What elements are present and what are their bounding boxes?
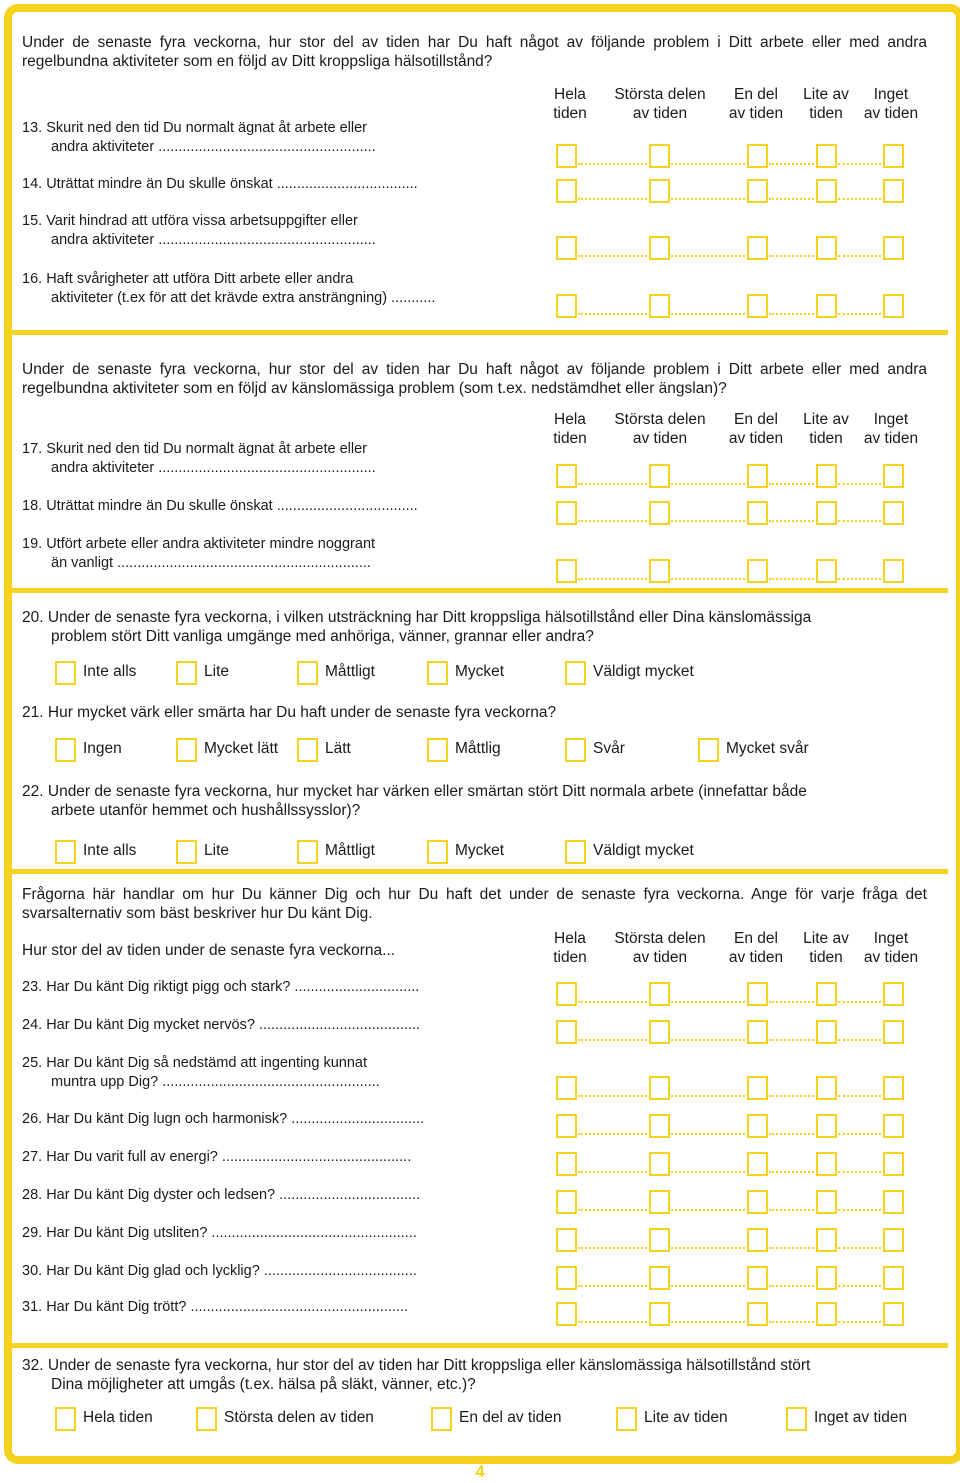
dotted-leader [769,578,814,580]
checkbox-q18-3[interactable] [747,501,768,525]
scale-header-line: tiden [553,430,587,447]
scale-header-line: av tiden [728,105,784,122]
checkbox-q25-1[interactable] [556,1076,577,1100]
checkbox-q15-2[interactable] [649,236,670,260]
dotted-leader [769,163,814,165]
dotted-leader [769,1285,814,1287]
question-17: 17. Skurit ned den tid Du normalt ägnat åt arbete eller andra aktiviteter ...................................................... [22,441,376,476]
dotted-leader [671,1247,745,1249]
checkbox-q27-4[interactable] [816,1152,837,1176]
question-27: 27. Har Du varit full av energi? ............................................... [22,1149,412,1165]
scale-header-line: av tiden [728,430,784,447]
checkbox-q30-4[interactable] [816,1266,837,1290]
scale-header-label [836,410,946,448]
scale-header-line: En del [734,411,778,428]
dotted-leader [838,1095,881,1097]
checkbox-q29-1[interactable] [556,1228,577,1252]
scale-header-label [836,85,946,123]
option-label: Lätt [325,740,351,757]
dotted-leader [838,1285,881,1287]
checkbox-q27-2[interactable] [649,1152,670,1176]
dotted-leader [671,313,745,315]
dotted-leader [769,520,814,522]
checkbox-q31-4[interactable] [816,1302,837,1326]
section-divider [12,869,948,874]
scale-header-label [605,410,715,448]
question-28: 28. Har Du känt Dig dyster och ledsen? ................................... [22,1187,421,1203]
checkbox-q21-option-2[interactable] [176,738,197,762]
question-24: 24. Har Du känt Dig mycket nervös? ........................................ [22,1017,421,1033]
dotted-leader [838,1171,881,1173]
checkbox-q13-2[interactable] [649,144,670,168]
checkbox-q25-3[interactable] [747,1076,768,1100]
checkbox-q13-4[interactable] [816,144,837,168]
dotted-leader [769,1039,814,1041]
checkbox-q23-2[interactable] [649,982,670,1006]
question-25: 25. Har Du känt Dig så nedstämd att ingenting kunnat muntra upp Dig? ...................................................... [22,1055,380,1090]
dotted-leader [578,520,647,522]
checkbox-q32-option-3[interactable] [431,1407,452,1431]
checkbox-q22-option-3[interactable] [297,840,318,864]
checkbox-q13-1[interactable] [556,144,577,168]
question-18: 18. Uträttat mindre än Du skulle önskat ................................... [22,498,418,514]
question-26: 26. Har Du känt Dig lugn och harmonisk? ................................. [22,1111,425,1127]
question-16: 16. Haft svårigheter att utföra Ditt arbete eller andra aktiviteter (t.ex för att det krävde extra ansträngning) ........... [22,271,436,306]
checkbox-q21-option-5[interactable] [565,738,586,762]
question-20: 20. Under de senaste fyra veckorna, i vilken utsträckning har Ditt kroppsliga hälsotillstånd eller Dina känslomässiga problem stört Ditt vanliga umgänge med anhöriga, vänner, grannar eller andra? [22,609,812,645]
option-label: Mycket lätt [204,740,279,757]
dotted-leader [578,1171,647,1173]
scale-header-line: av tiden [863,105,919,122]
option-label: Lite [204,842,229,859]
dotted-leader [838,1133,881,1135]
dotted-leader [769,483,814,485]
dotted-leader [838,1001,881,1003]
option-label: En del av tiden [459,1409,562,1426]
dotted-leader [578,1247,647,1249]
checkbox-q23-4[interactable] [816,982,837,1006]
option-label: Väldigt mycket [593,663,694,680]
dotted-leader [671,1209,745,1211]
checkbox-q18-1[interactable] [556,501,577,525]
checkbox-q24-2[interactable] [649,1020,670,1044]
checkbox-q23-5[interactable] [883,982,904,1006]
dotted-leader [769,1171,814,1173]
scale-header-line: Största delen [614,86,706,103]
scale-header-label [836,929,946,967]
checkbox-q13-3[interactable] [747,144,768,168]
question-30: 30. Har Du känt Dig glad och lycklig? ...................................... [22,1263,417,1279]
checkbox-q17-1[interactable] [556,464,577,488]
checkbox-q23-3[interactable] [747,982,768,1006]
checkbox-q20-option-1[interactable] [55,661,76,685]
option-label: Måttlig [455,740,501,757]
checkbox-q15-1[interactable] [556,236,577,260]
dotted-leader [578,578,647,580]
dotted-leader [671,1095,745,1097]
checkbox-q31-2[interactable] [649,1302,670,1326]
checkbox-q25-2[interactable] [649,1076,670,1100]
dotted-leader [578,483,647,485]
checkbox-q31-1[interactable] [556,1302,577,1326]
dotted-leader [578,255,647,257]
checkbox-q31-5[interactable] [883,1302,904,1326]
checkbox-q21-option-1[interactable] [55,738,76,762]
option-label: Mycket [455,842,505,859]
checkbox-q22-option-5[interactable] [565,840,586,864]
dotted-leader [671,1285,745,1287]
scale-header-line: tiden [809,430,843,447]
checkbox-q29-2[interactable] [649,1228,670,1252]
checkbox-q31-3[interactable] [747,1302,768,1326]
scale-header-line: Största delen [614,930,706,947]
checkbox-q14-2[interactable] [649,179,670,203]
dotted-leader [769,1001,814,1003]
dotted-leader [578,1095,647,1097]
dotted-leader [838,578,881,580]
dotted-leader [671,520,745,522]
scale-header-line: Inget [873,411,909,428]
checkbox-q16-3[interactable] [747,294,768,318]
question-23: 23. Har Du känt Dig riktigt pigg och stark? ............................... [22,979,420,995]
dotted-leader [578,1209,647,1211]
option-label: Inte alls [83,842,137,859]
dotted-leader [769,198,814,200]
dotted-leader [838,313,881,315]
question-13: 13. Skurit ned den tid Du normalt ägnat åt arbete eller andra aktiviteter ...................................................... [22,120,376,155]
checkbox-q14-5[interactable] [883,179,904,203]
option-label: Mycket [455,663,505,680]
checkbox-q26-5[interactable] [883,1114,904,1138]
option-label: Inget av tiden [814,1409,908,1426]
checkbox-q19-1[interactable] [556,559,577,583]
scale-header-line: tiden [553,105,587,122]
checkbox-q18-5[interactable] [883,501,904,525]
dotted-leader [671,1171,745,1173]
section-intro: Frågorna här handlar om hur Du känner Dig och hur Du haft det under de senaste fyra veckorna. Ange för varje fråga det svarsalternativ som bäst beskriver hur Du känt Dig. [22,886,927,922]
dotted-leader [578,1321,647,1323]
scale-header-line: tiden [809,105,843,122]
checkbox-q26-2[interactable] [649,1114,670,1138]
checkbox-q22-option-1[interactable] [55,840,76,864]
checkbox-q30-3[interactable] [747,1266,768,1290]
dotted-leader [578,1001,647,1003]
section-divider [12,330,948,335]
checkbox-q16-2[interactable] [649,294,670,318]
checkbox-q24-4[interactable] [816,1020,837,1044]
checkbox-q22-option-4[interactable] [427,840,448,864]
option-label: Väldigt mycket [593,842,694,859]
dotted-leader [671,1321,745,1323]
scale-header-line: Hela [554,86,586,103]
checkbox-q29-4[interactable] [816,1228,837,1252]
dotted-leader [769,1133,814,1135]
option-label: Inte alls [83,663,137,680]
dotted-leader [838,163,881,165]
dotted-leader [578,163,647,165]
scale-header-line: av tiden [632,430,688,447]
dotted-leader [838,1039,881,1041]
dotted-leader [838,1321,881,1323]
checkbox-q27-5[interactable] [883,1152,904,1176]
section-divider [12,588,948,593]
checkbox-q24-5[interactable] [883,1020,904,1044]
dotted-leader [838,1247,881,1249]
page-number: 4 [475,1462,485,1481]
checkbox-q20-option-4[interactable] [427,661,448,685]
dotted-leader [769,1209,814,1211]
option-label: Största delen av tiden [224,1409,374,1426]
scale-header-line: av tiden [863,430,919,447]
question-22: 22. Under de senaste fyra veckorna, hur mycket har värken eller smärtan stört Ditt normala arbete (innefattar både arbete utanför hemmet och hushållssysslor)? [22,783,807,819]
scale-header-line: tiden [553,949,587,966]
scale-header-line: Lite av [803,86,849,103]
scale-header-label [605,85,715,123]
dotted-leader [578,313,647,315]
checkbox-q25-5[interactable] [883,1076,904,1100]
checkbox-q17-5[interactable] [883,464,904,488]
checkbox-q30-5[interactable] [883,1266,904,1290]
checkbox-q25-4[interactable] [816,1076,837,1100]
checkbox-q20-option-5[interactable] [565,661,586,685]
checkbox-q28-5[interactable] [883,1190,904,1214]
checkbox-q32-option-4[interactable] [616,1407,637,1431]
checkbox-q26-4[interactable] [816,1114,837,1138]
checkbox-q22-option-2[interactable] [176,840,197,864]
checkbox-q18-4[interactable] [816,501,837,525]
checkbox-q26-1[interactable] [556,1114,577,1138]
checkbox-q20-option-3[interactable] [297,661,318,685]
question-15: 15. Varit hindrad att utföra vissa arbetsuppgifter eller andra aktiviteter ...................................................... [22,213,376,248]
option-label: Måttligt [325,842,375,859]
dotted-leader [838,198,881,200]
question-29: 29. Har Du känt Dig utsliten? ................................................... [22,1225,417,1241]
checkbox-q17-3[interactable] [747,464,768,488]
checkbox-q24-1[interactable] [556,1020,577,1044]
checkbox-q16-4[interactable] [816,294,837,318]
dotted-leader [769,1095,814,1097]
checkbox-q30-2[interactable] [649,1266,670,1290]
dotted-leader [671,1001,745,1003]
checkbox-q32-option-1[interactable] [55,1407,76,1431]
dotted-leader [769,255,814,257]
scale-header-line: Hela [554,930,586,947]
scale-header-line: Största delen [614,411,706,428]
scale-header-line: av tiden [632,105,688,122]
dotted-leader [769,313,814,315]
checkbox-q13-5[interactable] [883,144,904,168]
dotted-leader [769,1247,814,1249]
checkbox-q15-4[interactable] [816,236,837,260]
checkbox-q18-2[interactable] [649,501,670,525]
dotted-leader [578,1133,647,1135]
scale-header-line: En del [734,86,778,103]
checkbox-q21-option-3[interactable] [297,738,318,762]
question-19: 19. Utfört arbete eller andra aktiviteter mindre noggrant än vanligt ............................................................... [22,536,376,571]
checkbox-q21-option-4[interactable] [427,738,448,762]
scale-header-line: Inget [873,86,909,103]
checkbox-q16-5[interactable] [883,294,904,318]
checkbox-q26-3[interactable] [747,1114,768,1138]
option-label: Lite av tiden [644,1409,728,1426]
checkbox-q28-1[interactable] [556,1190,577,1214]
checkbox-q20-option-2[interactable] [176,661,197,685]
checkbox-q30-1[interactable] [556,1266,577,1290]
question-21: 21. Hur mycket värk eller smärta har Du haft under de senaste fyra veckorna? [22,704,557,721]
checkbox-q28-2[interactable] [649,1190,670,1214]
dotted-leader [769,1321,814,1323]
checkbox-q15-3[interactable] [747,236,768,260]
dotted-leader [671,163,745,165]
scale-header-line: av tiden [728,949,784,966]
option-label: Ingen [83,740,122,757]
scale-header-label [605,929,715,967]
checkbox-q29-3[interactable] [747,1228,768,1252]
scale-header-line: tiden [809,949,843,966]
checkbox-q28-4[interactable] [816,1190,837,1214]
scale-header-line: av tiden [863,949,919,966]
scale-header-line: Hela [554,411,586,428]
question-32: 32. Under de senaste fyra veckorna, hur stor del av tiden har Ditt kroppsliga eller känslomässiga hälsotillstånd stört Dina möjligheter att umgås (t.ex. hälsa på släkt, vänner, etc.)? [22,1357,811,1393]
option-label: Måttligt [325,663,375,680]
checkbox-q32-option-2[interactable] [196,1407,217,1431]
section-intro: Under de senaste fyra veckorna, hur stor del av tiden har Du haft något av följande problem i Ditt arbete eller med andra regelbundna aktiviteter som en följd av känslomässiga problem (som t.ex. nedstämdhet eller ängslan)? [22,361,927,397]
scale-header-line: Lite av [803,411,849,428]
checkbox-q19-5[interactable] [883,559,904,583]
checkbox-q21-option-6[interactable] [698,738,719,762]
checkbox-q14-1[interactable] [556,179,577,203]
scale-header-line: av tiden [632,949,688,966]
dotted-leader [578,1039,647,1041]
dotted-leader [671,1133,745,1135]
checkbox-q32-option-5[interactable] [786,1407,807,1431]
dotted-leader [838,1209,881,1211]
option-label: Mycket svår [726,740,809,757]
checkbox-q28-3[interactable] [747,1190,768,1214]
option-label: Svår [593,740,625,757]
scale-header-line: En del [734,930,778,947]
section-divider [12,1343,948,1348]
checkbox-q15-5[interactable] [883,236,904,260]
dotted-leader [838,483,881,485]
checkbox-q23-1[interactable] [556,982,577,1006]
section-subtitle: Hur stor del av tiden under de senaste fyra veckorna... [22,942,396,959]
dotted-leader [838,255,881,257]
checkbox-q19-2[interactable] [649,559,670,583]
checkbox-q27-3[interactable] [747,1152,768,1176]
checkbox-q17-2[interactable] [649,464,670,488]
checkbox-q16-1[interactable] [556,294,577,318]
dotted-leader [671,483,745,485]
question-31: 31. Har Du känt Dig trött? ...................................................... [22,1299,408,1315]
scale-header-line: Lite av [803,930,849,947]
checkbox-q19-4[interactable] [816,559,837,583]
checkbox-q19-3[interactable] [747,559,768,583]
question-14: 14. Uträttat mindre än Du skulle önskat ................................... [22,176,418,192]
checkbox-q14-4[interactable] [816,179,837,203]
dotted-leader [671,198,745,200]
checkbox-q24-3[interactable] [747,1020,768,1044]
dotted-leader [578,1285,647,1287]
dotted-leader [838,520,881,522]
dotted-leader [578,198,647,200]
checkbox-q29-5[interactable] [883,1228,904,1252]
checkbox-q17-4[interactable] [816,464,837,488]
dotted-leader [671,578,745,580]
option-label: Hela tiden [83,1409,153,1426]
checkbox-q14-3[interactable] [747,179,768,203]
option-label: Lite [204,663,229,680]
section-intro: Under de senaste fyra veckorna, hur stor del av tiden har Du haft något av följande problem i Ditt arbete eller med andra regelbundna aktiviteter som en följd av Ditt kroppsliga hälsotillstånd? [22,34,927,70]
dotted-leader [671,1039,745,1041]
checkbox-q27-1[interactable] [556,1152,577,1176]
dotted-leader [671,255,745,257]
scale-header-line: Inget [873,930,909,947]
